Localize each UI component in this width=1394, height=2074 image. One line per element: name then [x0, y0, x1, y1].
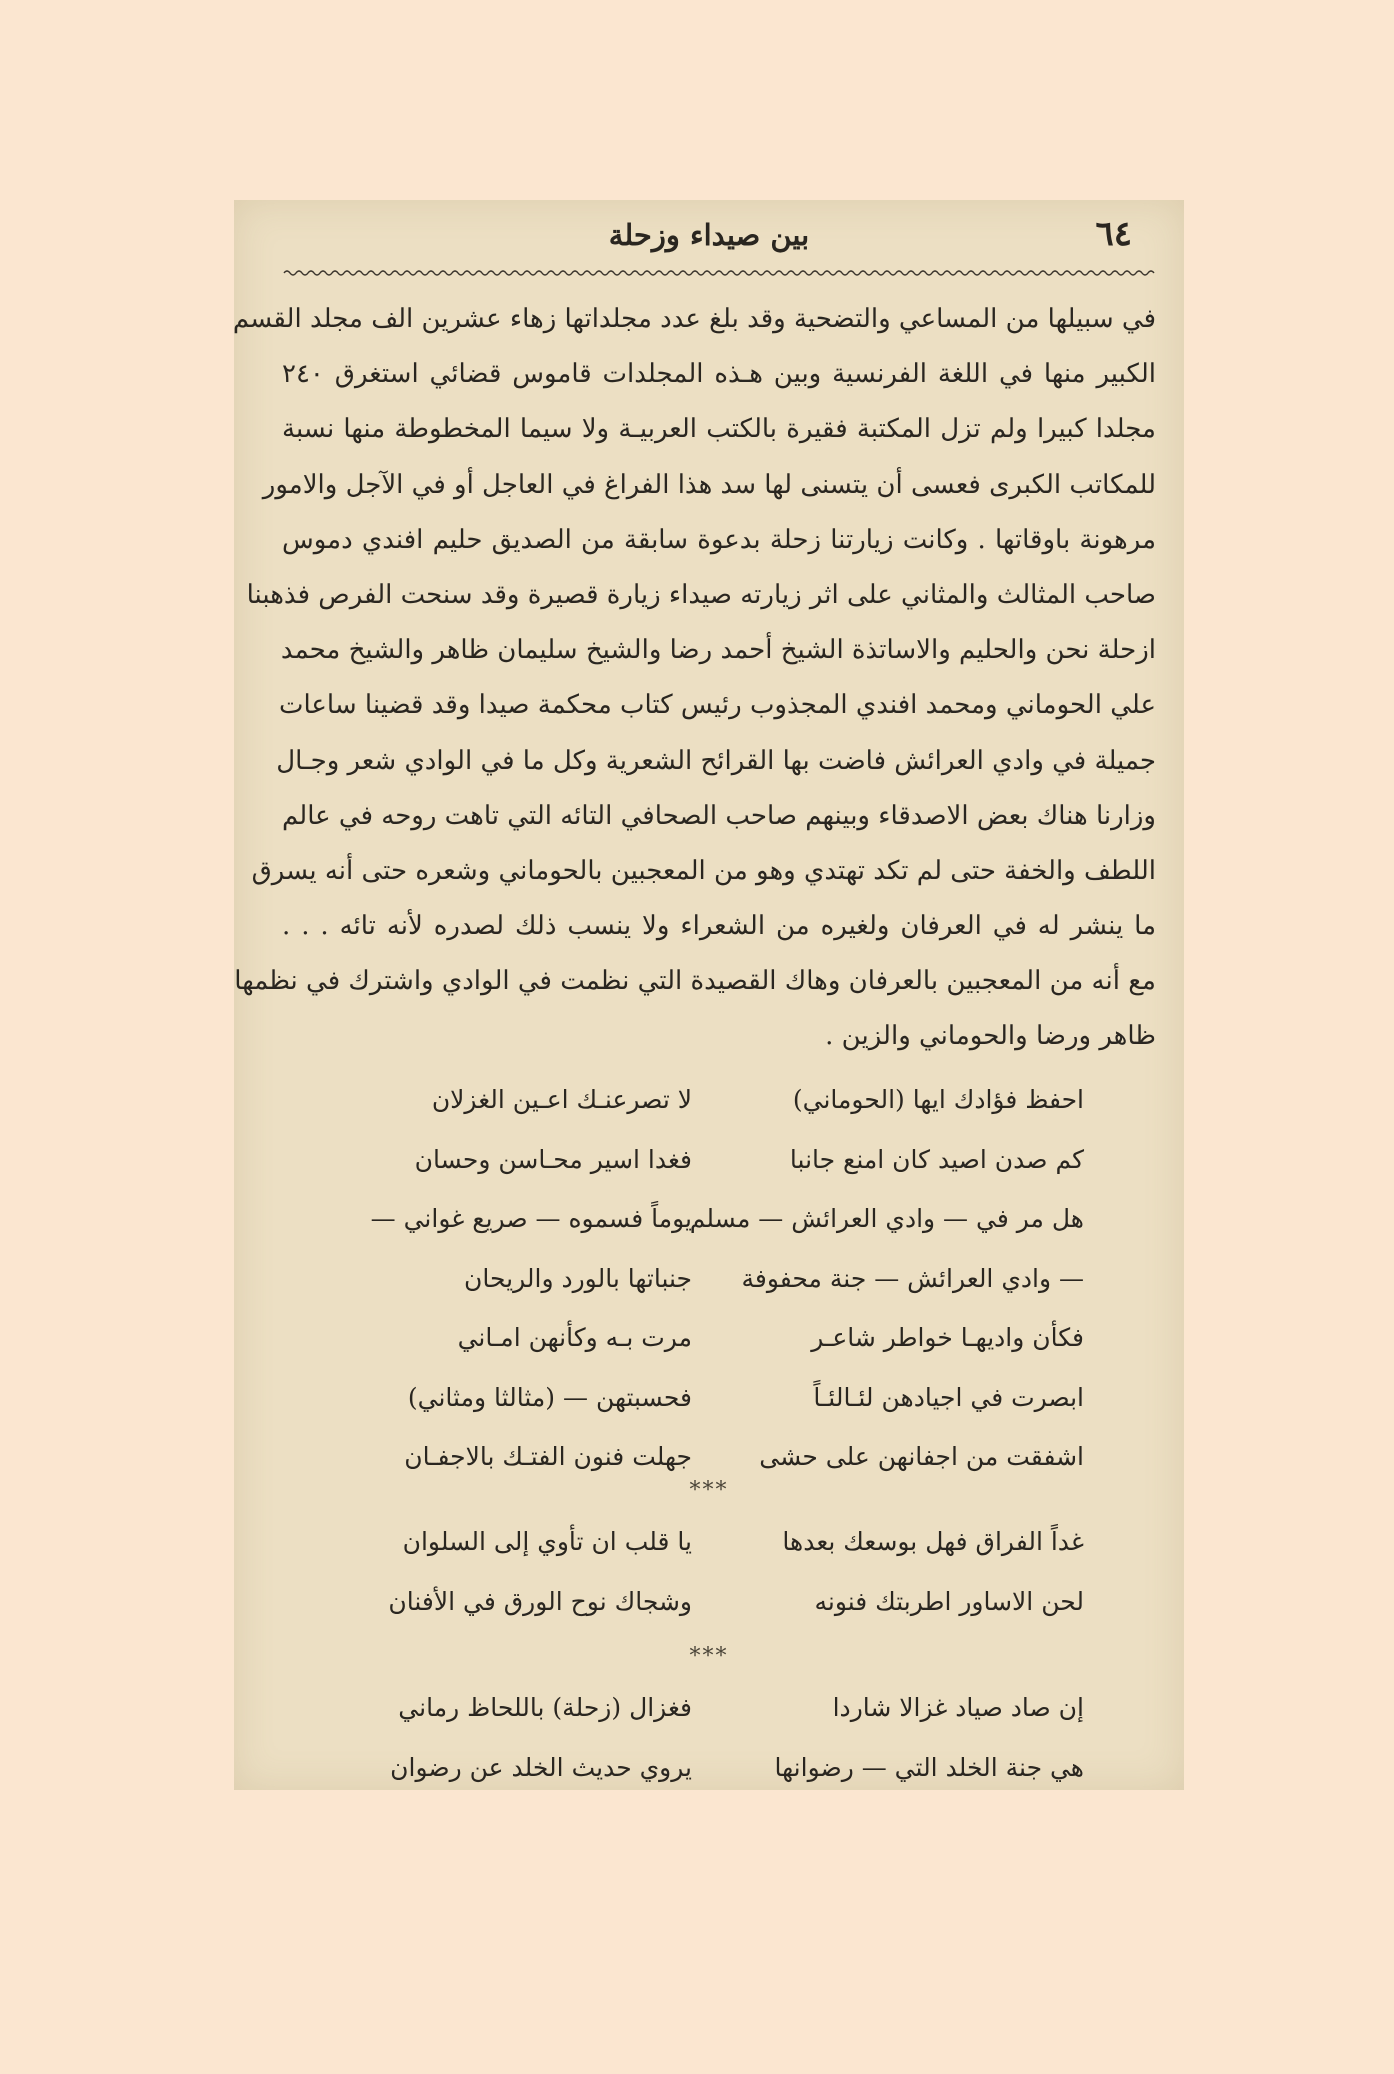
text-line: مجلدا كبيرا ولم تزل المكتبة فقيرة بالكتب العربيـة ولا سيما المخطوطة منها نسبة — [282, 414, 1156, 445]
text-line: ما ينشر له في العرفان ولغيره من الشعراء ولا ينسب ذلك لصدره لأنه تائه . . . — [282, 911, 1156, 942]
page-number: ٦٤ — [1095, 214, 1132, 254]
verse-first-hemistich: لحن الاساور اطربتك فنونه — [814, 1586, 1084, 1616]
verse-first-hemistich: اشفقت من اجفانهن على حشى — [759, 1442, 1084, 1471]
poem-verse — [234, 1249, 1184, 1309]
text-line: مع أنه من المعجبين بالعرفان وهاك القصيدة التي نظمت في الوادي واشترك في نظمها — [234, 966, 1156, 997]
text-line: جميلة في وادي العرائش فاضت بها القرائح الشعرية وكل ما في الوادي شعر وجـال — [276, 745, 1156, 776]
verse-first-hemistich: غداً الفراق فهل بوسعك بعدها — [782, 1527, 1084, 1556]
poem-stanza-2 — [234, 1512, 1184, 1631]
verse-first-hemistich: ابصرت في اجيادهن لئـالئـاً — [813, 1382, 1084, 1412]
text-line: في سبيلها من المساعي والتضحية وقد بلغ عدد مجلداتها زهاء عشرين الف مجلد القسم — [232, 304, 1156, 334]
poem-verse — [234, 1308, 1184, 1368]
verse-second-hemistich: وشجاك نوح الورق في الأفنان — [388, 1586, 692, 1616]
verse-second-hemistich: فغدا اسير محـاسن وحسان — [414, 1144, 692, 1174]
stanza-separator: *** — [689, 1478, 729, 1503]
text-line: للمكاتب الكبرى فعسى أن يتسنى لها سد هذا الفراغ في العاجل أو في الآجل والامور — [262, 469, 1156, 500]
verse-second-hemistich: يا قلب ان تأوي إلى السلوان — [402, 1527, 692, 1556]
stanza-separator: *** — [689, 1644, 729, 1669]
text-line-last: ظاهر ورضا والحوماني والزين . — [825, 1021, 1156, 1052]
wavy-rule-graphic — [284, 268, 1156, 278]
running-title: بين صيداء وزحلة — [608, 218, 810, 252]
decorative-rule — [284, 268, 1156, 278]
verse-first-hemistich: إن صاد صياد غزالا شاردا — [832, 1693, 1084, 1722]
verse-first-hemistich: — وادي العرائش — جنة محفوفة — [741, 1263, 1084, 1293]
text-line: الكبير منها في اللغة الفرنسية وبين هـذه المجلدات قاموس قضائي استغرق ٢٤٠ — [282, 359, 1156, 390]
verse-first-hemistich: كم صدن اصيد كان امنع جانبا — [789, 1144, 1084, 1174]
book-page — [234, 200, 1184, 1790]
verse-second-hemistich: يروي حديث الخلد عن رضوان — [390, 1752, 692, 1782]
text-line: صاحب المثالث والمثاني على اثر زيارته صيداء زيارة قصيرة وقد سنحت الفرص فذهبنا — [246, 579, 1156, 610]
verse-first-hemistich: فكأن واديهـا خواطر شاعـر — [811, 1323, 1084, 1352]
text-line: وزارنا هناك بعض الاصدقاء وبينهم صاحب الصحافي التائه التي تاهت روحه في عالم — [281, 800, 1156, 831]
text-line: ازحلة نحن والحليم والاساتذة الشيخ أحمد رضا والشيخ سليمان ظاهر والشيخ محمد — [280, 635, 1156, 666]
verse-first-hemistich: هي جنة الخلد التي — رضوانها — [774, 1752, 1084, 1782]
verse-second-hemistich: لا تصرعنـك اعـين الغزلان — [431, 1085, 692, 1114]
page-header — [234, 200, 1184, 270]
prose-body — [232, 292, 1156, 1065]
verse-first-hemistich: هل مر في — وادي العرائش — مسلم — [689, 1204, 1084, 1233]
poem-verse — [234, 1512, 1184, 1572]
poem-verse — [234, 1070, 1184, 1130]
verse-second-hemistich: جنباتها بالورد والريحان — [464, 1263, 692, 1293]
poem-verse — [234, 1130, 1184, 1190]
poem-verse — [234, 1572, 1184, 1632]
poem-stanza-3 — [234, 1678, 1184, 1797]
verse-second-hemistich: جهلت فنون الفتـك بالاجفـان — [404, 1442, 692, 1471]
text-line: علي الحوماني ومحمد افندي المجذوب رئيس كتاب محكمة صيدا وقد قضينا ساعات — [279, 690, 1156, 721]
verse-first-hemistich: احفظ فؤادك ايها (الحوماني) — [792, 1085, 1084, 1114]
verse-second-hemistich: مرت بـه وكأنهن امـاني — [457, 1323, 692, 1352]
text-line: مرهونة باوقاتها . وكانت زيارتنا زحلة بدعوة سابقة من الصديق حليم افندي دموس — [282, 524, 1156, 555]
verse-second-hemistich: فغزال (زحلة) باللحاظ رماني — [398, 1693, 692, 1722]
poem-verse — [234, 1189, 1184, 1249]
verse-second-hemistich: فحسبتهن — (مثالثا ومثاني) — [407, 1382, 692, 1412]
poem-verse — [234, 1368, 1184, 1428]
poem-verse — [234, 1678, 1184, 1738]
verse-second-hemistich: يوماً فسموه — صريع غواني — — [370, 1204, 692, 1233]
text-line: اللطف والخفة حتى لم تكد تهتدي وهو من المعجبين بالحوماني وشعره حتى أنه يسرق — [251, 855, 1156, 886]
poem-verse — [234, 1738, 1184, 1798]
poem-stanza-1 — [234, 1070, 1184, 1487]
